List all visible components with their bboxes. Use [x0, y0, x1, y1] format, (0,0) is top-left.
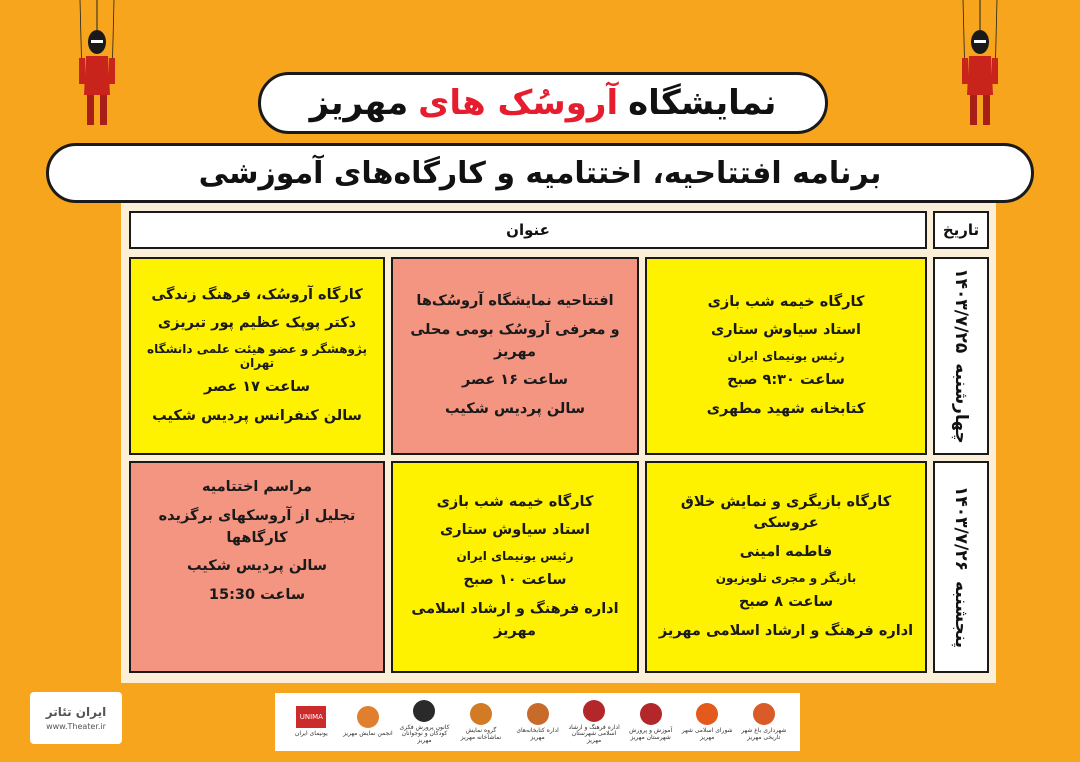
event-line: ساعت 15:30 — [208, 587, 306, 603]
event-cell — [645, 257, 927, 455]
event-line: کتابخانه شهید مطهری — [706, 400, 866, 417]
sponsor-logo: اداره کتابخانه‌های مهریز — [512, 703, 564, 741]
event-cell — [129, 257, 385, 455]
sponsor-emblem-icon — [357, 706, 379, 728]
event-line: ساعت ۱۶ عصر — [462, 372, 568, 389]
day-name: پنجشنبه — [951, 581, 971, 649]
day-name: چهارشنبه — [951, 363, 971, 444]
title-part2: مهریز — [309, 83, 409, 123]
watermark — [30, 692, 122, 744]
title-accent: آروسُک های — [418, 83, 619, 123]
sponsor-emblem-icon — [583, 700, 605, 722]
sponsor-emblem-icon — [640, 703, 662, 725]
day-date: ۱۴۰۳/۷/۲۵ — [951, 268, 971, 354]
sponsor-logo: کانون پرورش فکری کودکان و نوجوانان مهریز — [398, 700, 450, 745]
sponsor-logos — [275, 693, 800, 751]
sponsor-logo: اداره فرهنگ و ارشاد اسلامی شهرستان مهریز — [568, 700, 620, 745]
event-line: ساعت ۱۷ عصر — [204, 379, 310, 395]
column-header-title: عنوان — [129, 211, 927, 249]
event-line: کارگاه خیمه شب بازی — [436, 493, 594, 510]
event-cell — [391, 461, 639, 673]
sponsor-logo: آموزش و پرورش شهرستان مهریز — [625, 703, 677, 741]
event-line: اداره فرهنگ و ارشاد اسلامی مهریز — [658, 622, 914, 639]
sponsor-emblem-icon — [753, 703, 775, 725]
day-cell-thursday — [933, 461, 989, 673]
sponsor-logo: انجمن نمایش مهریز — [342, 706, 394, 738]
event-line: رئیس یونیمای ایران — [456, 549, 574, 564]
event-line: مراسم اختتامیه — [201, 479, 313, 495]
event-line: رئیس یونیمای ایران — [727, 349, 845, 363]
puppet-left-icon — [72, 0, 122, 130]
page-title — [258, 72, 828, 134]
sponsor-logo: شهرداری باغ شهر تاریخی مهریز — [738, 703, 790, 741]
sponsor-emblem-icon — [413, 700, 435, 722]
sponsor-emblem-icon — [470, 703, 492, 725]
page-subtitle: برنامه افتتاحیه، اختتامیه و کارگاه‌های آموزشی — [46, 143, 1034, 203]
event-line: ساعت ۹:۳۰ صبح — [727, 372, 845, 388]
column-header-date: تاریخ — [933, 211, 989, 249]
event-line: تجلیل از آروسکهای برگزیده کارگاهها — [158, 507, 356, 546]
event-line: فاطمه امینی — [739, 544, 833, 561]
unima-logo: UNIMA — [296, 706, 326, 728]
puppet-right-icon — [955, 0, 1005, 130]
event-line: پژوهشگر و عضو هیئت علمی دانشگاه تهران — [147, 342, 367, 370]
event-line: کارگاه آروسُک، فرهنگ زندگی — [151, 286, 363, 303]
event-line: سالن پردیس شکیب — [444, 401, 586, 418]
event-line: استاد سیاوش ستاری — [439, 522, 591, 539]
watermark-name: ایران تئاتر — [45, 705, 107, 719]
event-line: افتتاحیه نمایشگاه آروسُک‌ها — [416, 293, 614, 310]
event-line: کارگاه بازیگری و نمایش خلاق عروسکی — [680, 493, 892, 532]
event-line: سالن کنفرانس پردیس شکیب — [152, 407, 362, 424]
sponsor-emblem-icon — [696, 703, 718, 725]
event-line: ساعت ۸ صبح — [738, 593, 834, 610]
watermark-url: www.Theater.ir — [46, 722, 106, 731]
event-line: اداره فرهنگ و ارشاد اسلامی مهریز — [411, 600, 619, 639]
day-date: ۱۴۰۳/۷/۲۶ — [951, 485, 971, 571]
event-line: ساعت ۱۰ صبح — [463, 572, 567, 589]
event-line: استاد سیاوش ستاری — [710, 322, 862, 339]
sponsor-logo: UNIMA یونیمای ایران — [285, 706, 337, 738]
event-line: بازیگر و مجری تلویزیون — [715, 570, 857, 585]
title-part1: نمایشگاه — [628, 83, 777, 123]
event-cell — [645, 461, 927, 673]
event-cell — [129, 461, 385, 673]
event-line: کارگاه خیمه شب بازی — [707, 293, 865, 310]
sponsor-logo: شورای اسلامی شهر مهریز — [681, 703, 733, 741]
event-line: و معرفی آروسُک بومی محلی مهریز — [410, 321, 620, 360]
event-cell — [391, 257, 639, 455]
event-line: سالن پردیس شکیب — [186, 558, 328, 575]
sponsor-emblem-icon — [527, 703, 549, 725]
event-line: دکتر پوپک عظیم پور تبریزی — [157, 315, 357, 332]
day-cell-wednesday — [933, 257, 989, 455]
sponsor-logo: گروه نمایش نماشاخانه مهریز — [455, 703, 507, 741]
